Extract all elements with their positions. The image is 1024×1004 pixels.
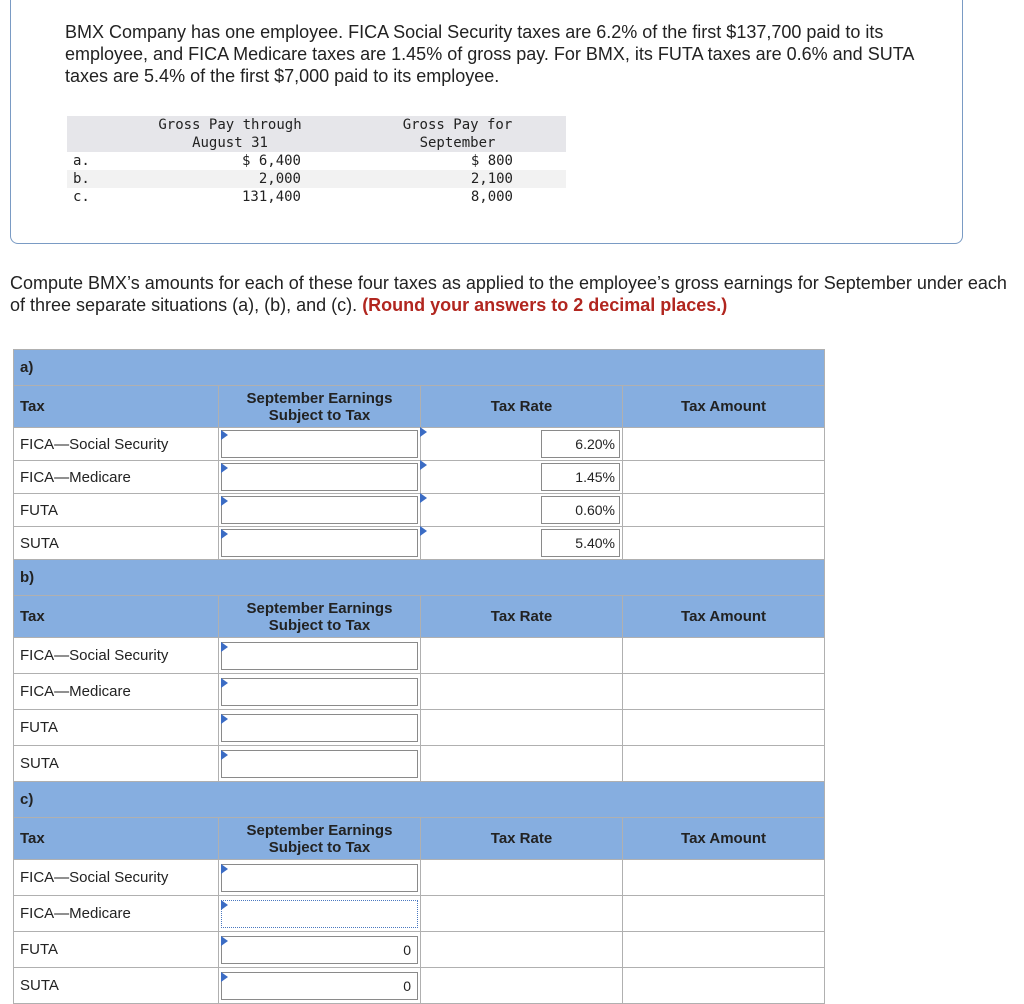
rate-cell [421, 860, 623, 896]
input-marker-icon [221, 936, 228, 946]
rate-value: 1.45% [541, 463, 620, 491]
earnings-cell [219, 746, 421, 782]
gross-pay-row-b: b. 2,000 2,100 [67, 170, 566, 188]
earnings-cell [219, 461, 421, 494]
amount-cell[interactable] [623, 494, 825, 527]
tax-name: SUTA [14, 968, 219, 1004]
earnings-cell [219, 860, 421, 896]
rate-cell [421, 968, 623, 1004]
amount-col-header: Tax Amount [623, 596, 825, 638]
earnings-col-header: September Earnings Subject to Tax [219, 596, 421, 638]
tax-name: FICA—Social Security [14, 638, 219, 674]
part-c-row [14, 782, 825, 818]
earnings-col-header: September Earnings Subject to Tax [219, 818, 421, 860]
input-marker-icon [221, 864, 228, 874]
earnings-input[interactable] [221, 900, 418, 928]
aug-col-header: Gross Pay through August 31 [111, 116, 349, 152]
earnings-input[interactable] [221, 714, 418, 742]
earnings-input[interactable] [221, 936, 418, 964]
instruction: Compute BMX’s amounts for each of these four taxes as applied to the employee’s gross earnings for September under each of three separate situations (a), (b), and (c). (Round your answers to 2 decimal places.) [10, 273, 1007, 315]
input-marker-icon [420, 493, 427, 503]
rounding-note: (Round your answers to 2 decimal places.) [362, 295, 728, 315]
amount-cell[interactable] [623, 746, 825, 782]
amount-cell[interactable] [623, 968, 825, 1004]
rate-col-header: Tax Rate [421, 596, 623, 638]
input-marker-icon [221, 529, 228, 539]
input-marker-icon [221, 714, 228, 724]
earnings-cell [219, 896, 421, 932]
earnings-input[interactable] [221, 972, 418, 1000]
rate-col-header: Tax Rate [421, 386, 623, 428]
earnings-cell [219, 494, 421, 527]
input-marker-icon [221, 750, 228, 760]
amount-cell[interactable] [623, 428, 825, 461]
tax-row [14, 428, 825, 461]
part-a-header-row [14, 386, 825, 428]
tax-name: FICA—Medicare [14, 674, 219, 710]
part-label: b) [14, 560, 825, 596]
amount-cell[interactable] [623, 710, 825, 746]
problem-statement: BMX Company has one employee. FICA Social Security taxes are 6.2% of the first $137,700 paid to its employee, and FICA Medicare taxes are 1.45% of gross pay. For BMX, its FUTA taxes are 0.6% and SUTA taxes are 5.4% of the first $7,000 paid to its employee. [65, 22, 914, 86]
earnings-cell [219, 638, 421, 674]
tax-col-header: Tax [14, 596, 219, 638]
tax-name: FUTA [14, 494, 219, 527]
rate-cell [421, 461, 623, 494]
earnings-input[interactable] [221, 642, 418, 670]
tax-name: FICA—Medicare [14, 461, 219, 494]
part-label: a) [14, 350, 825, 386]
earnings-input[interactable] [221, 864, 418, 892]
tax-row [14, 494, 825, 527]
tax-row [14, 638, 825, 674]
earnings-input[interactable] [221, 678, 418, 706]
earnings-input[interactable] [221, 463, 418, 491]
input-marker-icon [221, 678, 228, 688]
rate-value: 0.60% [541, 496, 620, 524]
rate-cell [421, 932, 623, 968]
earnings-input[interactable] [221, 529, 418, 557]
amount-cell[interactable] [623, 674, 825, 710]
earnings-value: 0 [403, 977, 411, 994]
tax-name: FUTA [14, 710, 219, 746]
tax-name: FICA—Social Security [14, 428, 219, 461]
part-b-header-row [14, 596, 825, 638]
gross-pay-row-a: a. $ 6,400 $ 800 [73, 153, 513, 169]
rate-value: 5.40% [541, 529, 620, 557]
input-marker-icon [420, 526, 427, 536]
gross-pay-table [67, 116, 566, 206]
tax-row [14, 674, 825, 710]
rate-cell [421, 896, 623, 932]
earnings-cell [219, 527, 421, 560]
tax-col-header: Tax [14, 386, 219, 428]
part-c-header-row [14, 818, 825, 860]
earnings-input[interactable] [221, 430, 418, 458]
earnings-cell [219, 674, 421, 710]
amount-col-header: Tax Amount [623, 386, 825, 428]
tax-name: SUTA [14, 527, 219, 560]
earnings-cell [219, 428, 421, 461]
part-b-row [14, 560, 825, 596]
rate-cell [421, 494, 623, 527]
amount-cell[interactable] [623, 860, 825, 896]
amount-cell[interactable] [623, 896, 825, 932]
tax-col-header: Tax [14, 818, 219, 860]
tax-name: FICA—Medicare [14, 896, 219, 932]
amount-cell[interactable] [623, 638, 825, 674]
tax-row [14, 527, 825, 560]
tax-row [14, 860, 825, 896]
amount-cell[interactable] [623, 932, 825, 968]
rate-cell [421, 638, 623, 674]
input-marker-icon [221, 463, 228, 473]
rate-cell [421, 527, 623, 560]
rate-cell [421, 746, 623, 782]
earnings-input[interactable] [221, 750, 418, 778]
part-label: c) [14, 782, 825, 818]
tax-name: FICA—Social Security [14, 860, 219, 896]
input-marker-icon [221, 900, 228, 910]
tax-row [14, 896, 825, 932]
rate-value: 6.20% [541, 430, 620, 458]
input-marker-icon [221, 972, 228, 982]
tax-name: FUTA [14, 932, 219, 968]
part-a-row [14, 350, 825, 386]
rate-cell [421, 428, 623, 461]
input-marker-icon [420, 460, 427, 470]
earnings-cell [219, 932, 421, 968]
amount-cell[interactable] [623, 527, 825, 560]
rate-col-header: Tax Rate [421, 818, 623, 860]
gross-pay-row-c: c. 131,400 8,000 [73, 189, 513, 205]
earnings-cell [219, 710, 421, 746]
input-marker-icon [221, 496, 228, 506]
tax-row [14, 932, 825, 968]
tax-row [14, 746, 825, 782]
sep-col-header: Gross Pay for September [349, 116, 566, 152]
earnings-col-header: September Earnings Subject to Tax [219, 386, 421, 428]
earnings-cell [219, 968, 421, 1004]
amount-cell[interactable] [623, 461, 825, 494]
input-marker-icon [221, 642, 228, 652]
amount-col-header: Tax Amount [623, 818, 825, 860]
earnings-value: 0 [403, 941, 411, 958]
rate-cell [421, 710, 623, 746]
earnings-input[interactable] [221, 496, 418, 524]
rate-cell [421, 674, 623, 710]
input-marker-icon [221, 430, 228, 440]
tax-name: SUTA [14, 746, 219, 782]
letter-col-header [67, 116, 111, 152]
tax-row [14, 710, 825, 746]
answer-table [13, 349, 825, 1004]
tax-row [14, 461, 825, 494]
tax-row [14, 968, 825, 1004]
input-marker-icon [420, 427, 427, 437]
